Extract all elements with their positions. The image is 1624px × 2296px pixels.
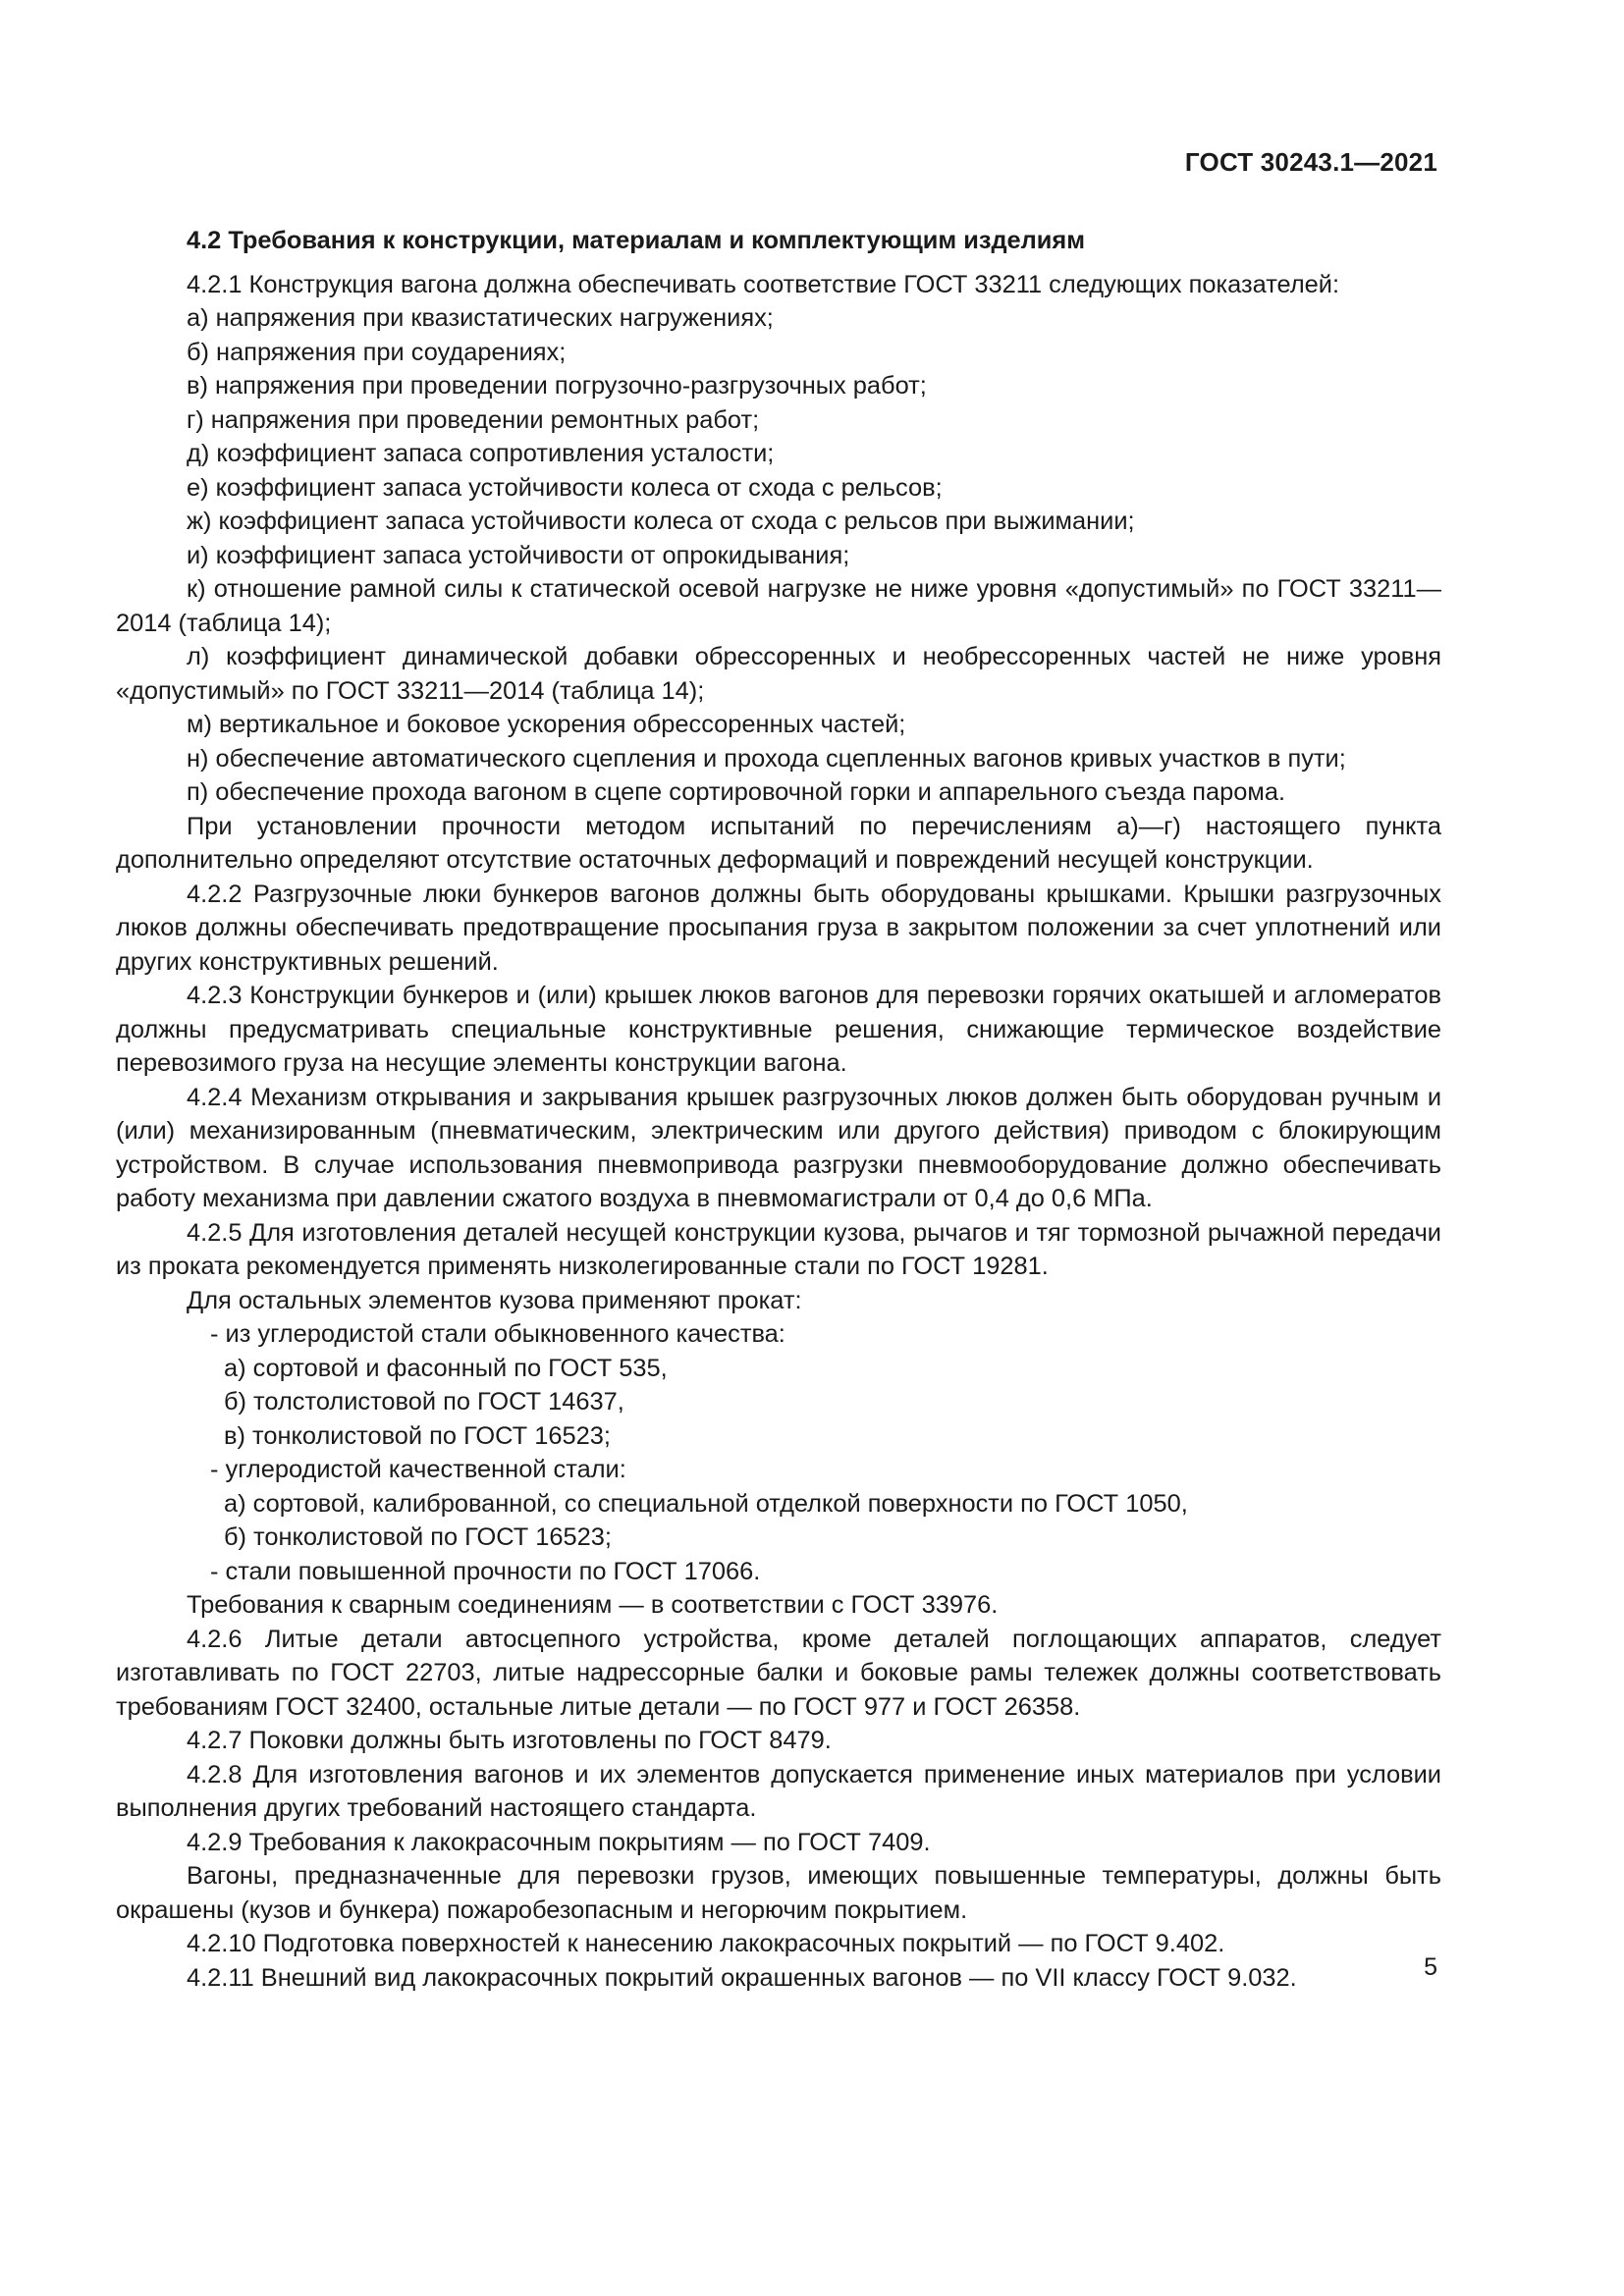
clause-4-2-7: 4.2.7 Поковки должны быть изготовлены по ГОСТ 8479. [187, 1727, 832, 1754]
list-item: - углеродистой качественной стали: [210, 1456, 626, 1483]
clause-4-2-3: 4.2.3 Конструкции бункеров и (или) крышек люков вагонов для перевозки горячих окатышей и агломератов должны предусматривать специальные конструктивные решения, снижающие термическое воздействие перевозимого груза на несущие элементы конструкции вагона. [116, 982, 1441, 1077]
list-item: л) коэффициент динамической добавки обрессоренных и необрессоренных частей не ниже уровня «допустимый» по ГОСТ 33211—2014 (таблица 14); [116, 643, 1441, 705]
list-item: е) коэффициент запаса устойчивости колеса от схода с рельсов; [187, 473, 943, 502]
list-item: к) отношение рамной силы к статической осевой нагрузке не ниже уровня «допустимый» по ГОСТ 33211—2014 (таблица 14); [116, 575, 1441, 637]
list-item: в) тонколистовой по ГОСТ 16523; [224, 1421, 611, 1450]
section-title: 4.2 Требования к конструкции, материалам и комплектующим изделиям [187, 227, 1086, 254]
clause-4-2-5: 4.2.5 Для изготовления деталей несущей конструкции кузова, рычагов и тяг тормозной рычажной передачи из проката рекомендуется применять низколегированные стали по ГОСТ 19281. [116, 1218, 1441, 1280]
document-body [116, 224, 1441, 1995]
list-item: а) напряжения при квазистатических нагружениях; [187, 304, 774, 332]
list-item: д) коэффициент запаса сопротивления усталости; [187, 440, 775, 467]
list-item: - стали повышенной прочности по ГОСТ 17066. [210, 1557, 761, 1585]
clause-4-2-1-note: При установлении прочности методом испытаний по перечислениям а)—г) настоящего пункта дополнительно определяют отсутствие остаточных деформаций и повреждений несущей конструкции. [116, 812, 1441, 874]
clause-4-2-4: 4.2.4 Механизм открывания и закрывания крышек разгрузочных люков должен быть оборудован ручным и (или) механизированным (пневматическим, электрическим или другого действия) приводом с блокирующим устройством. В случае использования пневмопривода разгрузки пневмооборудование должно обеспечивать работу механизма при давлении сжатого воздуха в пневмомагистрали от 0,4 до 0,6 МПа. [116, 1083, 1441, 1212]
list-item: и) коэффициент запаса устойчивости от опрокидывания; [187, 541, 850, 569]
list-item: ж) коэффициент запаса устойчивости колеса от схода с рельсов при выжимании; [187, 507, 1135, 535]
clause-4-2-2: 4.2.2 Разгрузочные люки бункеров вагонов должны быть оборудованы крышками. Крышки разгрузочных люков должны обеспечивать предотвращение просыпания груза в закрытом положении за счет уплотнений или других конструктивных решений. [116, 880, 1441, 976]
page-number: 5 [1424, 1953, 1437, 1981]
clause-4-2-10: 4.2.10 Подготовка поверхностей к нанесению лакокрасочных покрытий — по ГОСТ 9.402. [187, 1930, 1225, 1957]
list-item: а) сортовой и фасонный по ГОСТ 535, [224, 1354, 668, 1382]
clause-4-2-11: 4.2.11 Внешний вид лакокрасочных покрытий окрашенных вагонов — по VII классу ГОСТ 9.032. [187, 1963, 1297, 1992]
list-item: м) вертикальное и боковое ускорения обрессоренных частей; [187, 711, 906, 738]
document-code: ГОСТ 30243.1—2021 [1184, 147, 1437, 177]
list-item: б) толстолистовой по ГОСТ 14637, [224, 1388, 624, 1415]
clause-4-2-1: 4.2.1 Конструкция вагона должна обеспечивать соответствие ГОСТ 33211 следующих показателей: [187, 270, 1340, 298]
list-item: н) обеспечение автоматического сцепления и прохода сцепленных вагонов кривых участков в пути; [187, 744, 1346, 773]
list-item: г) напряжения при проведении ремонтных работ; [187, 405, 760, 434]
list-item: б) напряжения при соударениях; [187, 338, 567, 366]
list-item: - из углеродистой стали обыкновенного качества: [210, 1320, 785, 1348]
clause-4-2-9-note: Вагоны, предназначенные для перевозки грузов, имеющих повышенные температуры, должны быть окрашены (кузов и бункера) пожаробезопасным и негорючим покрытием. [116, 1862, 1441, 1924]
clause-4-2-5-intro: Для остальных элементов кузова применяют прокат: [187, 1286, 802, 1314]
clause-4-2-9: 4.2.9 Требования к лакокрасочным покрытиям — по ГОСТ 7409. [187, 1828, 931, 1856]
list-item: б) тонколистовой по ГОСТ 16523; [224, 1523, 612, 1551]
clause-4-2-8: 4.2.8 Для изготовления вагонов и их элементов допускается применение иных материалов при условии выполнения других требований настоящего стандарта. [116, 1760, 1441, 1822]
list-item: а) сортовой, калиброванной, со специальной отделкой поверхности по ГОСТ 1050, [224, 1489, 1188, 1518]
list-item: в) напряжения при проведении погрузочно-разгрузочных работ; [187, 372, 927, 400]
clause-4-2-6: 4.2.6 Литые детали автосцепного устройства, кроме деталей поглощающих аппаратов, следует изготавливать по ГОСТ 22703, литые надрессорные балки и боковые рамы тележек должны соответствовать требованиям ГОСТ 32400, остальные литые детали — по ГОСТ 977 и ГОСТ 26358. [116, 1625, 1441, 1721]
clause-4-2-5-weld: Требования к сварным соединениям — в соответствии с ГОСТ 33976. [187, 1591, 999, 1619]
list-item: п) обеспечение прохода вагоном в сцепе сортировочной горки и аппарельного съезда парома. [187, 778, 1285, 806]
